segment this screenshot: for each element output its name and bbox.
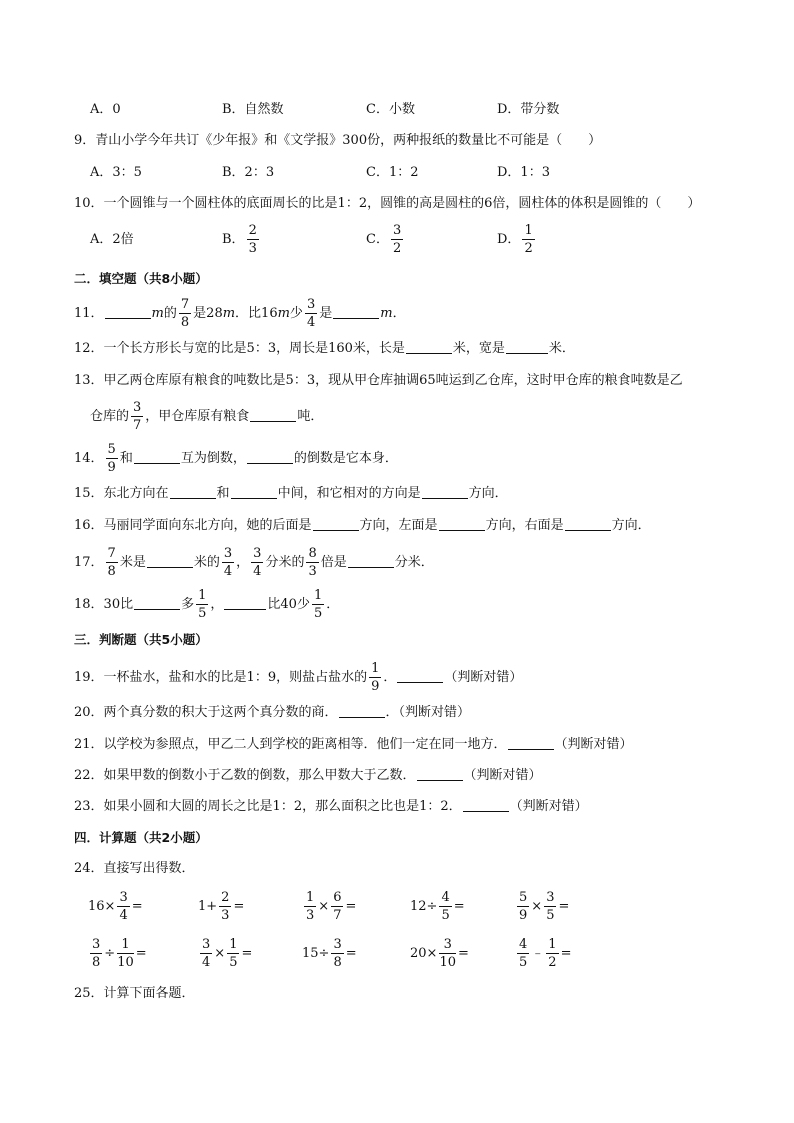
calc-item: 12÷ $\frac{4}{5}$ = (410, 890, 465, 923)
q12: 12．一个长方形长与宽的比是5：3，周长是160米，长是 米，宽是 米． (74, 341, 575, 356)
calc-item: $\frac{3}{4}$ × $\frac{1}{5}$ = (202, 937, 253, 970)
q9-option-d: D．1：3 (497, 165, 550, 180)
answer-blank[interactable] (508, 735, 554, 750)
q18: 18．30比 多 $\frac{1}{5}$ ， 比40少 $\frac{1}{5}$ ． (74, 588, 340, 621)
q9-option-c: C．1：2 (366, 165, 419, 180)
calc-item: 16× $\frac{3}{4}$ = (88, 890, 143, 923)
answer-blank[interactable] (348, 553, 394, 568)
q23: 23．如果小圆和大圆的周长之比是1：2，那么面积之比也是1：2． （判断对错） (74, 799, 588, 814)
q9-option-b: B．2：3 (222, 165, 275, 180)
answer-blank[interactable] (406, 339, 452, 354)
answer-blank[interactable] (333, 304, 379, 319)
q10-option-b: B． $\frac{2}{3}$ (222, 223, 257, 256)
q10-option-a: A．2倍 (90, 232, 134, 247)
q19: 19．一杯盐水，盐和水的比是1：9，则盐占盐水的 $\frac{1}{9}$ ． （判断对错） (74, 661, 523, 694)
answer-blank[interactable] (224, 595, 266, 610)
q10-options (0, 218, 794, 262)
calc-item: 1+ $\frac{2}{3}$ = (198, 890, 245, 923)
answer-blank[interactable] (422, 484, 468, 499)
q15: 15．东北方向在 和 中间，和它相对的方向是 方向． (74, 486, 508, 501)
section-4-title: 四．计算题（共2小题） (74, 830, 208, 845)
answer-blank[interactable] (506, 339, 548, 354)
q10-stem: 10．一个圆锥与一个圆柱体的底面周长的比是1：2，圆锥的高是圆柱的6倍，圆柱体的体积是圆锥的（ ） (74, 196, 701, 211)
q8-options (0, 99, 794, 121)
q10-option-c: C． $\frac{3}{2}$ (366, 223, 402, 256)
calc-item: $\frac{1}{3}$ × $\frac{6}{7}$ = (306, 890, 357, 923)
q13-line1: 13．甲乙两仓库原有粮食的吨数比是5：3，现从甲仓库抽调65吨运到乙仓库，这时甲仓库的粮食吨数是乙 (74, 373, 683, 388)
q22: 22．如果甲数的倒数小于乙数的倒数，那么甲数大于乙数． （判断对错） (74, 768, 542, 783)
calc-item: $\frac{3}{8}$ ÷ $\frac{1}{10}$ = (92, 937, 147, 970)
q8-option-b: B．自然数 (222, 102, 284, 117)
answer-blank[interactable] (134, 595, 180, 610)
q13-line2: 仓库的 $\frac{3}{7}$ ，甲仓库原有粮食 吨． (90, 400, 324, 433)
answer-blank[interactable] (463, 797, 509, 812)
answer-blank[interactable] (397, 668, 443, 683)
answer-blank[interactable] (339, 703, 385, 718)
calc-item: $\frac{5}{9}$ × $\frac{3}{5}$ = (519, 890, 570, 923)
answer-blank[interactable] (250, 407, 296, 422)
q24-stem: 24．直接写出得数． (74, 861, 195, 876)
answer-blank[interactable] (231, 484, 277, 499)
answer-blank[interactable] (313, 516, 359, 531)
q9-options (0, 162, 794, 184)
q16: 16．马丽同学面向东北方向，她的后面是 方向，左面是 方向，右面是 方向． (74, 518, 651, 533)
q17: 17． $\frac{7}{8}$ 米是 米的 $\frac{3}{4}$ ， $\frac{3}{4}$ 分米的 $\frac{8}{3}$ 倍是 分米． (74, 546, 434, 579)
answer-blank[interactable] (170, 484, 216, 499)
q20: 20．两个真分数的积大于这两个真分数的商． ．（判断对错） (74, 705, 471, 720)
q9-option-a: A．3：5 (90, 165, 142, 180)
answer-blank[interactable] (417, 766, 463, 781)
answer-blank[interactable] (439, 516, 485, 531)
q25-stem: 25．计算下面各题． (74, 986, 195, 1001)
calc-item: $\frac{4}{5}$ ﹣ $\frac{1}{2}$ = (519, 937, 572, 970)
q8-option-a: A．0 (90, 102, 121, 117)
answer-blank[interactable] (147, 553, 193, 568)
q14: 14． $\frac{5}{9}$ 和 互为倒数， 的倒数是它本身． (74, 442, 398, 475)
q10-option-d: D． $\frac{1}{2}$ (497, 223, 533, 256)
q8-option-c: C．小数 (366, 102, 415, 117)
q21: 21．以学校为参照点，甲乙二人到学校的距离相等．他们一定在同一地方． （判断对错） (74, 737, 633, 752)
calc-item: 15÷ $\frac{3}{8}$ = (302, 937, 357, 970)
answer-blank[interactable] (105, 304, 151, 319)
q8-option-d: D．带分数 (497, 102, 560, 117)
section-2-title: 二．填空题（共8小题） (74, 271, 208, 286)
q11: 11． m的 $\frac{7}{8}$ 是28m．比16m少 $\frac{3}{4}$ 是 m． (74, 297, 406, 330)
calc-item: 20× $\frac{3}{10}$ = (410, 937, 469, 970)
answer-blank[interactable] (247, 449, 293, 464)
section-3-title: 三．判断题（共5小题） (74, 632, 208, 647)
q9-stem: 9．青山小学今年共订《少年报》和《文学报》300份，两种报纸的数量比不可能是（ ） (74, 133, 602, 148)
answer-blank[interactable] (134, 449, 180, 464)
answer-blank[interactable] (565, 516, 611, 531)
